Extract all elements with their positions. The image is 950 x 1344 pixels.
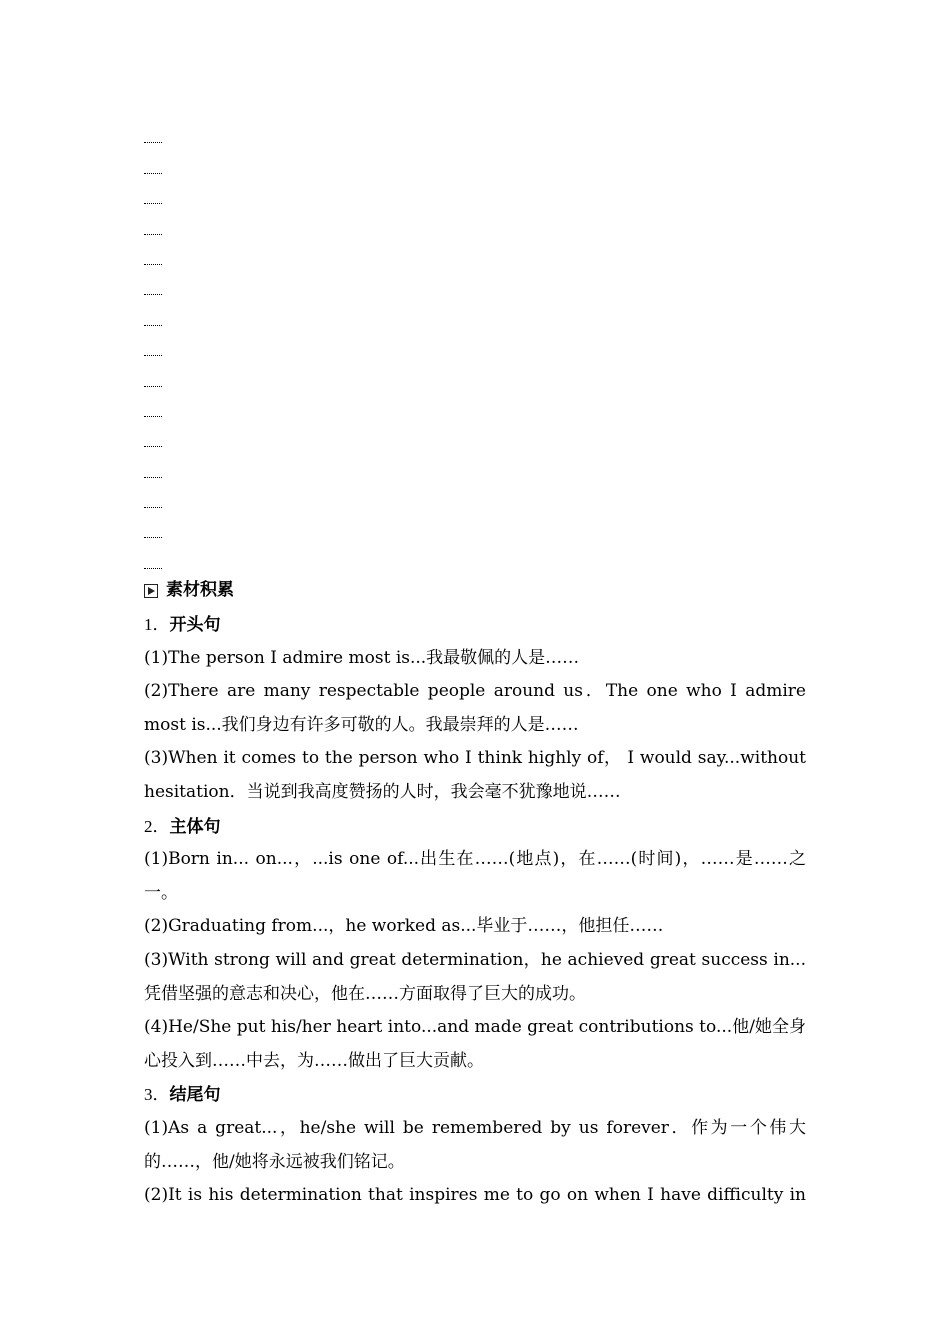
blank-line [144,249,174,279]
group-heading-opening [144,608,806,642]
group-title: 结尾句 [169,1085,221,1106]
group-number: 1． [144,615,170,634]
sentence-item: (1)Born in... on...，...is one of...出生在……(地点)，在……(时间)，……是……之一。 [144,849,806,903]
blank-line [144,279,174,309]
sentence-item: (2)Graduating from...，he worked as...毕业于……，他担任…… [144,916,664,937]
sentence-item: (4)He/She put his/her heart into...and made great contributions to...他/她全身心投入到……中去，为……做出了巨大贡献。 [144,1017,806,1071]
group-number: 3． [144,1085,170,1105]
sentence-item: (3)With strong will and great determination，he achieved great success in...凭借坚强的意志和决心，他在……方面取得了巨大的成功。 [144,949,806,1004]
blank-line [144,340,174,370]
group-number: 2． [144,816,170,836]
blank-line [144,401,174,431]
sentence-item: (1)As a great...，he/she will be remembered by us forever．作为一个伟大的……，他/她将永远被我们铭记。 [144,1117,806,1172]
blank-writing-lines [144,127,174,583]
material-section [144,576,806,1213]
blank-line [144,309,174,339]
blank-line [144,431,174,461]
sentence-item: (2)It is his determination that inspires me to go on when I have difficulty in [144,1185,806,1206]
sentence-item: (3)When it comes to the person who I think highly of， I would say...without hesitation．当说到我高度赞扬的人时，我会毫不犹豫地说…… [144,748,806,802]
blank-line [144,522,174,552]
blank-line [144,157,174,187]
play-box-icon [144,584,158,598]
group-title: 开头句 [169,615,221,635]
blank-line [144,461,174,491]
blank-line [144,127,174,157]
sentence-item: (1)The person I admire most is...我最敬佩的人是…… [144,647,580,668]
section-title [144,576,806,606]
blank-line [144,492,174,522]
group-title: 主体句 [169,816,221,837]
blank-line [144,218,174,248]
blank-line [144,370,174,400]
blank-line [144,188,174,218]
sentence-item: (2)There are many respectable people around us．The one who I admire most is...我们身边有许多可敬的人。我最崇拜的人是…… [144,681,806,735]
group-heading-closing [144,1078,806,1112]
section-title-text: 素材积累 [166,580,234,601]
group-heading-body [144,810,806,844]
